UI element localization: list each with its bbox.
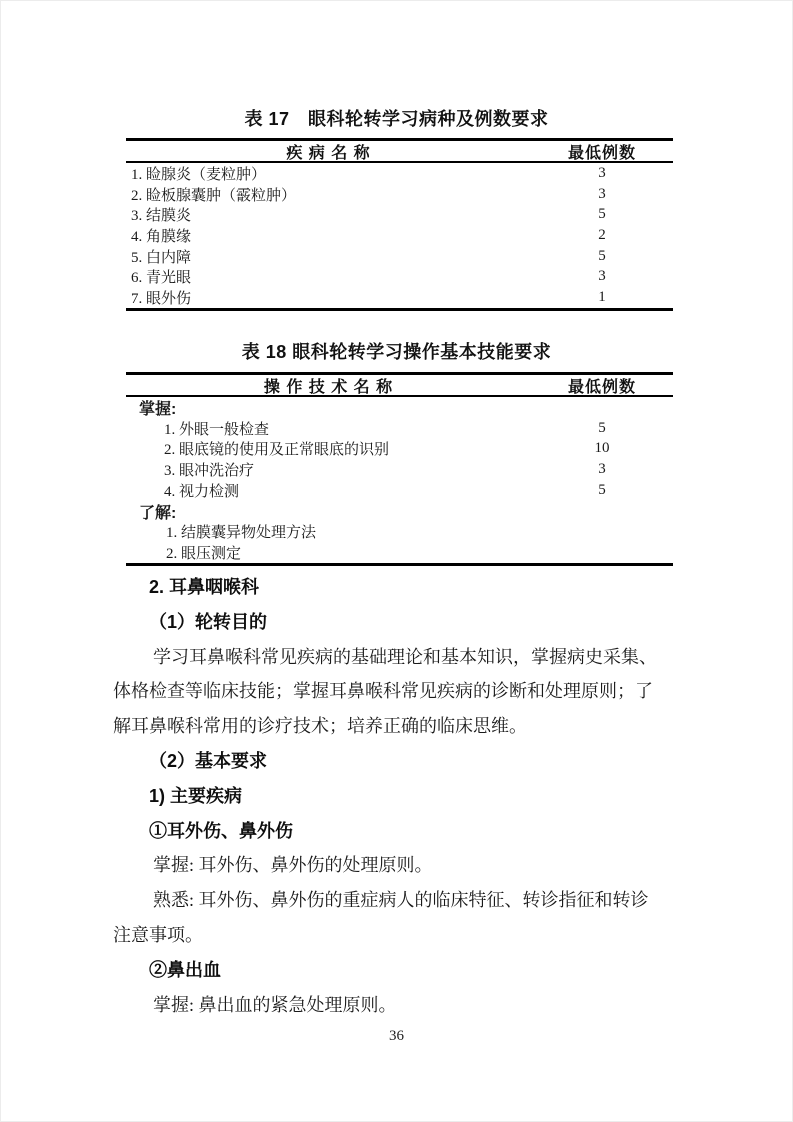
section-heading: （2）基本要求: [149, 750, 268, 771]
row-name: 2. 眼底镜的使用及正常眼底的识别: [164, 442, 390, 459]
table18-rows: [126, 397, 673, 563]
table-row: [126, 397, 673, 418]
table-row: [126, 225, 673, 246]
row-name: 3. 眼冲洗治疗: [164, 463, 255, 480]
table17: [126, 138, 673, 311]
row-value: 5: [598, 247, 606, 264]
body-line: 掌握: 耳外伤、鼻外伤的处理原则。: [153, 855, 433, 876]
table-row: [126, 459, 673, 480]
table-row: [126, 480, 673, 501]
table17-title: 表 17 眼科轮转学习病种及例数要求: [244, 109, 549, 129]
row-name: 5. 白内障: [131, 249, 192, 266]
table17-header: [126, 141, 673, 163]
table-row: [126, 439, 673, 460]
row-value: 3: [598, 164, 606, 181]
row-name: 4. 角膜缘: [131, 228, 192, 245]
section-heading: ②鼻出血: [149, 959, 221, 980]
row-name: 掌握:: [139, 400, 177, 418]
row-value: 5: [598, 419, 606, 436]
table18-header-value: 最低例数: [567, 378, 636, 396]
table-row: [126, 542, 673, 563]
table17-rows: [126, 163, 673, 308]
table-row: [126, 204, 673, 225]
row-value: 2: [598, 226, 606, 243]
row-name: 2. 眼压测定: [166, 546, 242, 563]
table-row: [126, 266, 673, 287]
row-value: 3: [598, 185, 606, 202]
row-name: 1. 结膜囊异物处理方法: [166, 525, 317, 542]
table-row: [126, 501, 673, 522]
row-value: 1: [598, 288, 606, 305]
table18-header: [126, 375, 673, 397]
body-line: 掌握: 鼻出血的紧急处理原则。: [153, 994, 397, 1015]
row-value: 3: [598, 461, 606, 478]
table-row: [126, 287, 673, 308]
table17-header-name: 疾 病 名 称: [286, 144, 371, 162]
section-heading: ①耳外伤、鼻外伤: [149, 820, 293, 841]
table-row: [126, 184, 673, 205]
row-value: 5: [598, 206, 606, 223]
table-row: [126, 246, 673, 267]
table18-header-name: 操 作 技 术 名 称: [263, 378, 394, 396]
row-value: 3: [598, 268, 606, 285]
row-name: 7. 眼外伤: [131, 290, 192, 307]
body-line: 熟悉: 耳外伤、鼻外伤的重症病人的临床特征、转诊指征和转诊: [153, 890, 649, 911]
body-line: 解耳鼻喉科常用的诊疗技术；培养正确的临床思维。: [113, 716, 527, 737]
page-number: 36: [389, 1028, 404, 1044]
body-line: 体格检查等临床技能；掌握耳鼻喉科常见疾病的诊断和处理原则；了: [113, 681, 653, 702]
table-row: [126, 522, 673, 543]
row-name: 2. 睑板腺囊肿（霰粒肿）: [131, 187, 297, 204]
table18: [126, 372, 673, 566]
section-heading: 1) 主要疾病: [149, 785, 243, 806]
body-line: 注意事项。: [113, 924, 203, 945]
row-value: 5: [598, 481, 606, 498]
section-heading: （1）轮转目的: [149, 611, 268, 632]
table-row: [126, 418, 673, 439]
row-name: 4. 视力检测: [164, 483, 240, 500]
table-row: [126, 163, 673, 184]
body-text: [113, 576, 675, 1028]
body-line: 学习耳鼻喉科常见疾病的基础理论和基本知识，掌握病史采集、: [153, 646, 657, 667]
row-name: 1. 外眼一般检查: [164, 421, 270, 438]
section-heading: 2. 耳鼻咽喉科: [149, 577, 260, 597]
row-name: 了解:: [139, 504, 177, 522]
row-name: 6. 青光眼: [131, 270, 192, 287]
row-name: 3. 结膜炎: [131, 208, 192, 225]
row-value: 10: [594, 440, 610, 457]
table17-header-value: 最低例数: [567, 144, 636, 162]
table18-title: 表 18 眼科轮转学习操作基本技能要求: [241, 342, 552, 362]
row-name: 1. 睑腺炎（麦粒肿）: [131, 166, 267, 183]
